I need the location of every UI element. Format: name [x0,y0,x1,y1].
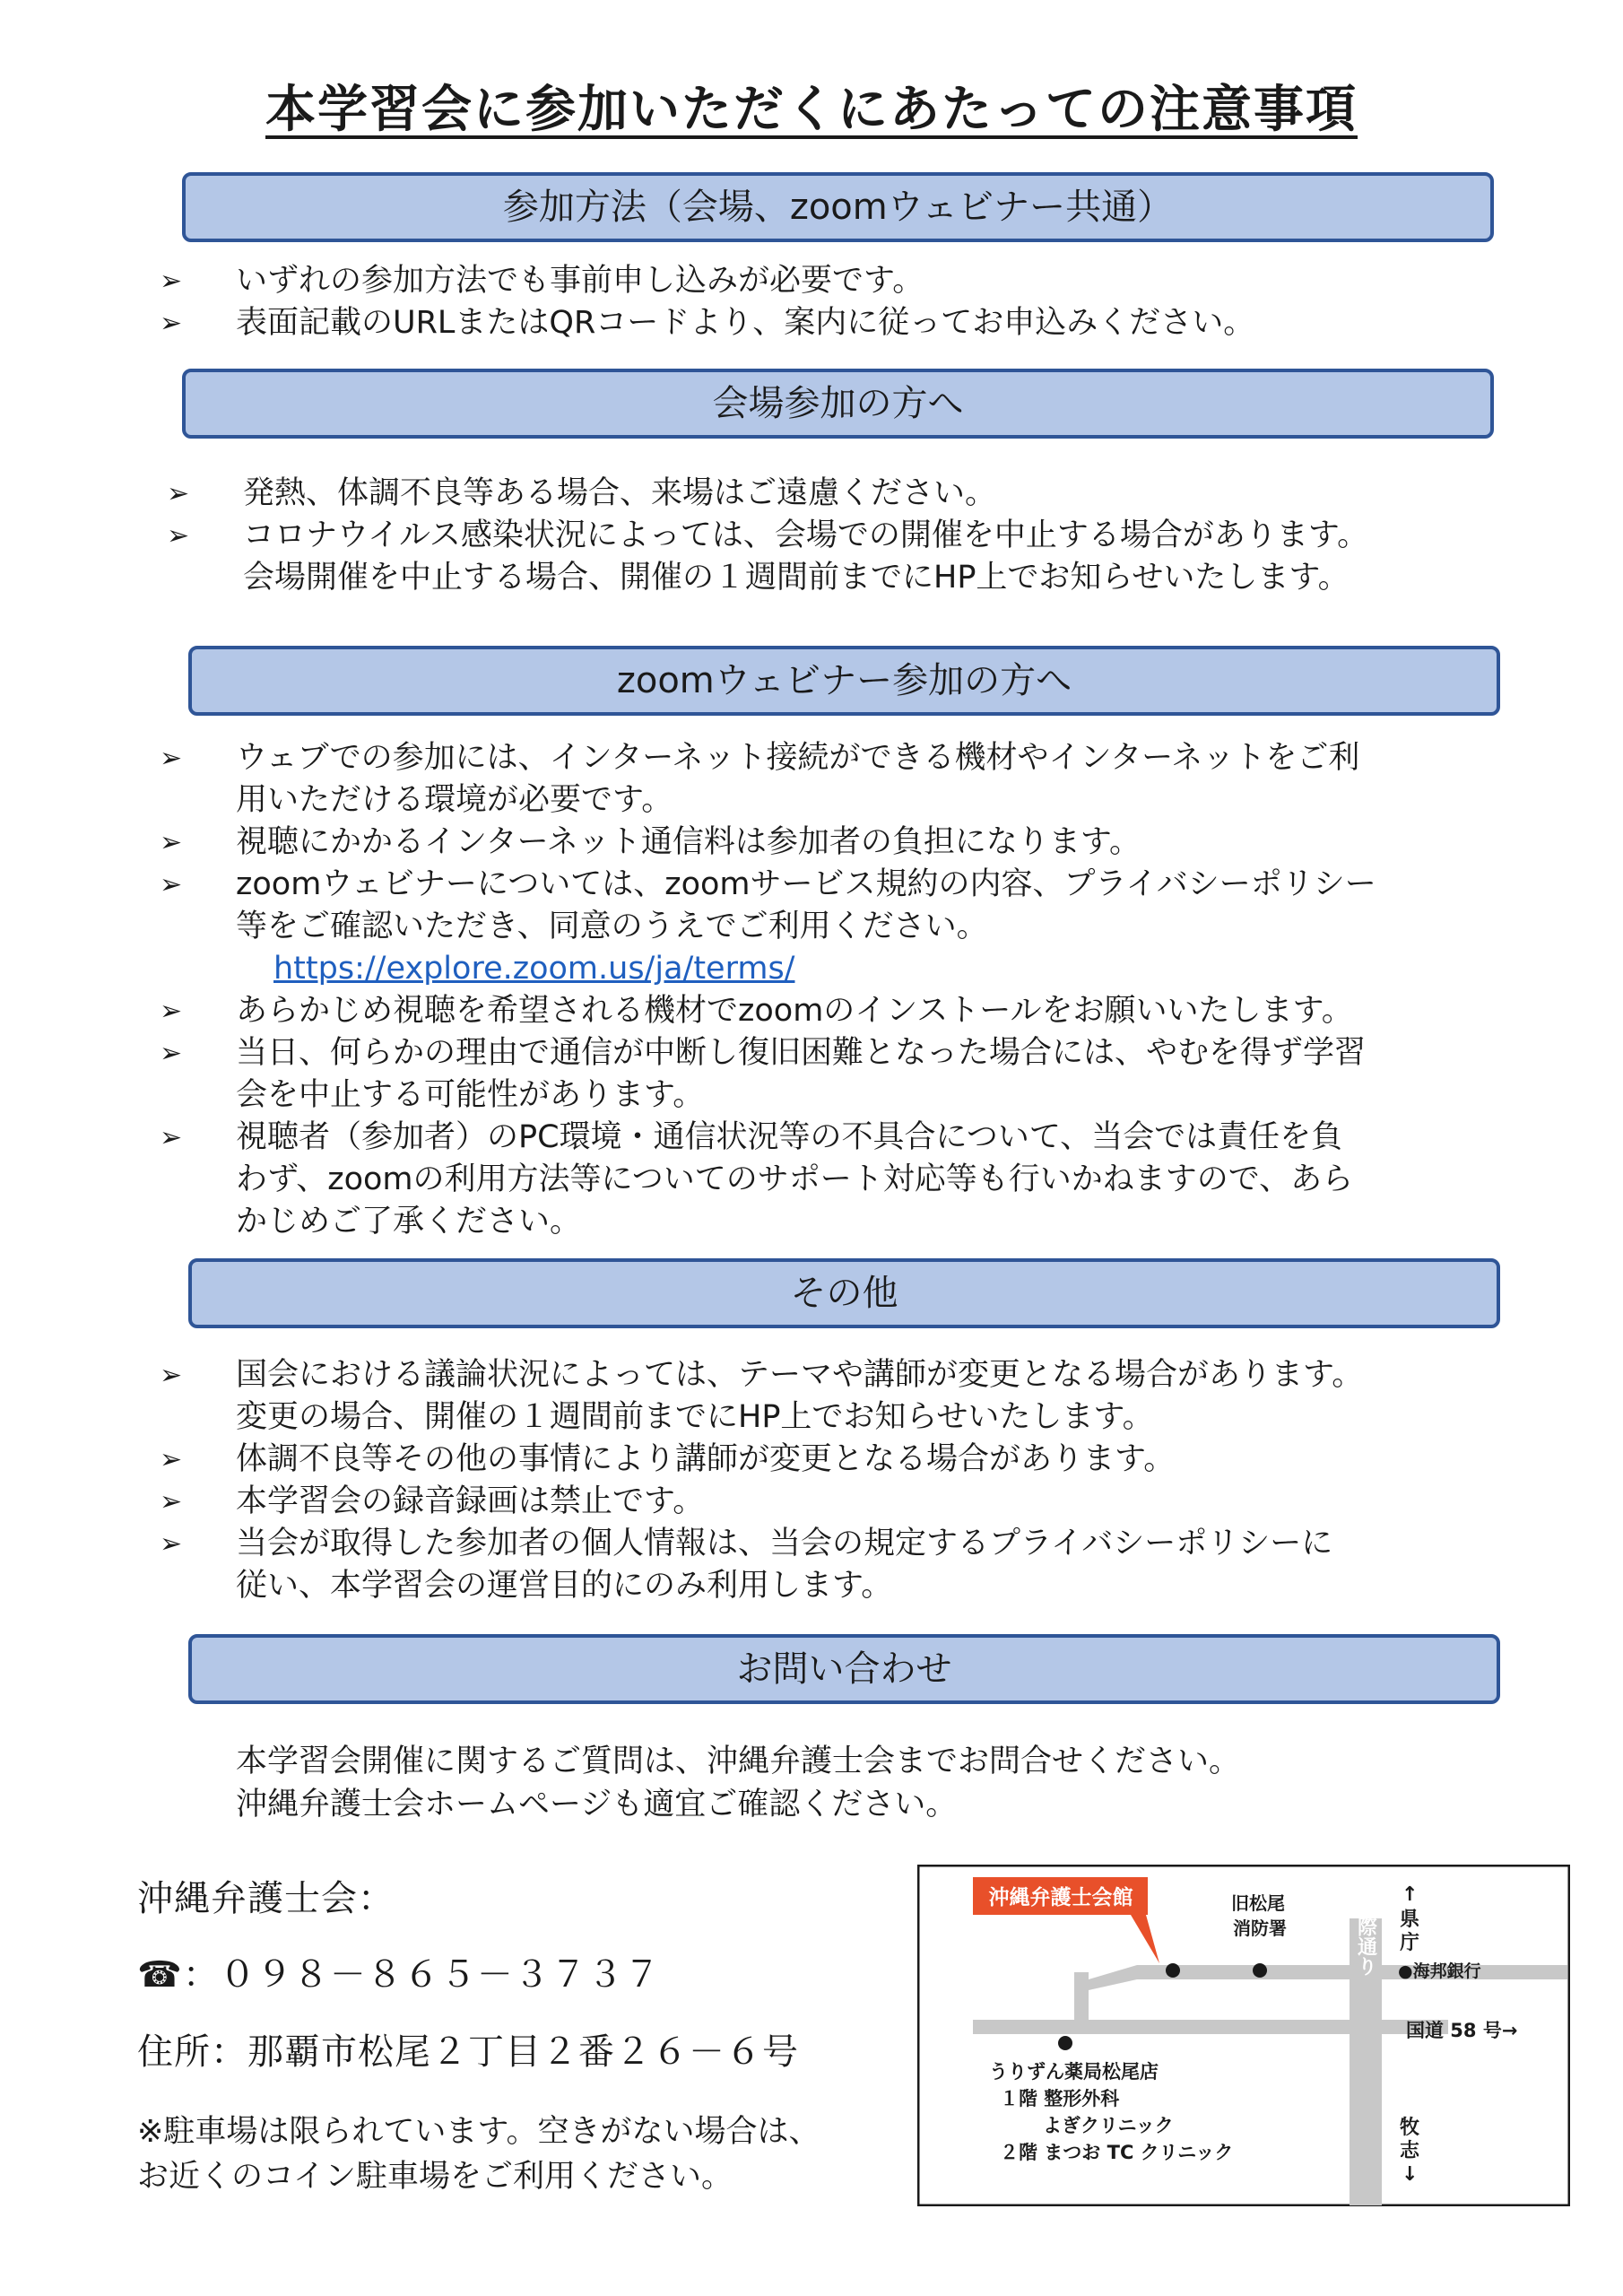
list-item-continuation: わず、zoomの利用方法等についてのサポート対応等も行いかねますので、あら [236,1161,1354,1197]
section-header-participation: 参加方法（会場、zoomウェビナー共通） [182,172,1494,242]
note-line: お近くのコイン駐車場をご利用ください。 [137,2159,733,2195]
contact-line: 本学習会開催に関するご質問は、沖縄弁護士会までお問合せください。 [236,1744,1241,1779]
north-label-1: 県 [1400,1909,1420,1931]
section-list-zoom [160,737,1376,1243]
list-item-continuation: 会場開催を中止する場合、開催の１週間前までにHP上でお知らせいたします。 [243,560,1350,596]
fire-station-marker [1253,1963,1267,1978]
section-header-zoom: zoomウェビナー参加の方へ [188,646,1500,716]
section-header-other: その他 [188,1258,1500,1328]
list-item: ➢ 表面記載のURLまたはQRコードより、案内に従ってお申込みください。 [160,302,1254,344]
list-item: ➢ 当日、何らかの理由で通信が中断し復旧困難となった場合には、やむを得ず学習 [160,1032,1376,1074]
bank-label: ●海邦銀行 [1398,1961,1481,1981]
bullet-arrow-icon: ➢ [160,1122,183,1153]
bullet-arrow-icon: ➢ [160,1038,183,1069]
page-title: 本学習会に参加いただくにあたっての注意事項 [265,81,1358,139]
bullet-arrow-icon: ➢ [160,1444,183,1475]
list-item-continuation: 用いただける環境が必要です。 [236,782,673,818]
section-list-participation [160,260,1254,344]
fire-station-label-1: 旧松尾 [1231,1892,1285,1914]
bullet-arrow-icon: ➢ [160,1486,183,1518]
bullet-arrow-icon: ➢ [160,308,183,339]
route58-label: 国道 58 号→ [1406,2020,1518,2041]
bullet-arrow-icon: ➢ [160,1528,183,1560]
list-item: ➢ 視聴者（参加者）のPC環境・通信状況等の不具合について、当会では責任を負 [160,1117,1376,1159]
phone-icon: ☎ [137,1954,183,1996]
bullet-arrow-icon: ➢ [167,520,190,552]
bullet-arrow-icon: ➢ [160,996,183,1027]
list-item-continuation: 会を中止する可能性があります。 [236,1077,705,1113]
south-label-1: 牧 [1400,2117,1420,2139]
bullet-arrow-icon: ➢ [160,1360,183,1391]
north-arrow-icon: ↑ [1402,1883,1419,1906]
list-item: ➢ いずれの参加方法でも事前申し込みが必要です。 [160,260,1254,302]
south-label-2: 志 [1400,2140,1420,2162]
list-item: ➢ ウェブでの参加には、インターネット接続ができる機材やインターネットをご利 [160,737,1376,779]
north-label-2: 庁 [1400,1932,1420,1954]
floor2-label: ２階 まつお TC クリニック [1000,2142,1234,2163]
zoom-terms-link[interactable]: https://explore.zoom.us/ja/terms/ [273,951,795,987]
venue-marker [1166,1963,1180,1978]
section-list-venue [167,473,1368,599]
south-arrow-icon: ↓ [1402,2163,1419,2186]
road-kokusai-label: 国際通り [1354,1897,1377,1976]
section-header-venue: 会場参加の方へ [182,369,1494,439]
list-item-continuation: 従い、本学習会の運営目的にのみ利用します。 [236,1568,893,1604]
list-item: ➢ 本学習会の録音録画は禁止です。 [160,1481,1363,1523]
pharmacy-label: うりずん薬局松尾店 [989,2061,1159,2083]
section-header-contact: お問い合わせ [188,1634,1500,1704]
list-item-continuation: 等をご確認いただき、同意のうえでご利用ください。 [236,909,988,944]
list-item: ➢ あらかじめ視聴を希望される機材でzoomのインストールをお願いいたします。 [160,990,1376,1032]
address: 住所：那覇市松尾２丁目２番２６－６号 [137,2031,799,2073]
list-item: ➢ 体調不良等その他の事情により講師が変更となる場合があります。 [160,1439,1363,1481]
floor1-label: １階 整形外科 [1000,2088,1120,2109]
list-item-continuation: 変更の場合、開催の１週間前までにHP上でお知らせいたします。 [236,1399,1154,1435]
phone-number: ☎：０９８－８６５－３７３７ [137,1954,661,1996]
venue-label: 沖縄弁護士会館 [988,1886,1133,1909]
contact-line: 沖縄弁護士会ホームページも適宜ご確認ください。 [236,1787,958,1822]
list-item: ➢ 国会における議論状況によっては、テーマや講師が変更となる場合があります。 [160,1354,1363,1396]
parking-note [137,2109,820,2199]
list-item-continuation: かじめご了承ください。 [236,1204,582,1239]
contact-paragraph [236,1740,1240,1826]
bullet-arrow-icon: ➢ [167,478,190,509]
pharmacy-marker [1058,2036,1072,2050]
floor1b-label: よぎクリニック [1043,2115,1174,2136]
fire-station-label-2: 消防署 [1233,1918,1287,1939]
bullet-arrow-icon: ➢ [160,827,183,858]
bullet-arrow-icon: ➢ [160,743,183,774]
org-name: 沖縄弁護士会： [137,1878,395,1919]
list-item: ➢ コロナウイルス感染状況によっては、会場での開催を中止する場合があります。 [167,515,1368,557]
list-item: ➢ 発熱、体調不良等ある場合、来場はご遠慮ください。 [167,473,1368,515]
bullet-arrow-icon: ➢ [160,265,183,297]
note-line: ※駐車場は限られています。空きがない場合は、 [137,2114,820,2150]
bullet-arrow-icon: ➢ [160,869,183,900]
section-list-other [160,1354,1363,1607]
list-item: ➢ 当会が取得した参加者の個人情報は、当会の規定するプライバシーポリシーに [160,1523,1363,1565]
list-item: ➢ zoomウェビナーについては、zoomサービス規約の内容、プライバシーポリシー [160,864,1376,906]
access-map [917,1865,1570,2206]
list-item: ➢ 視聴にかかるインターネット通信料は参加者の負担になります。 [160,822,1376,864]
